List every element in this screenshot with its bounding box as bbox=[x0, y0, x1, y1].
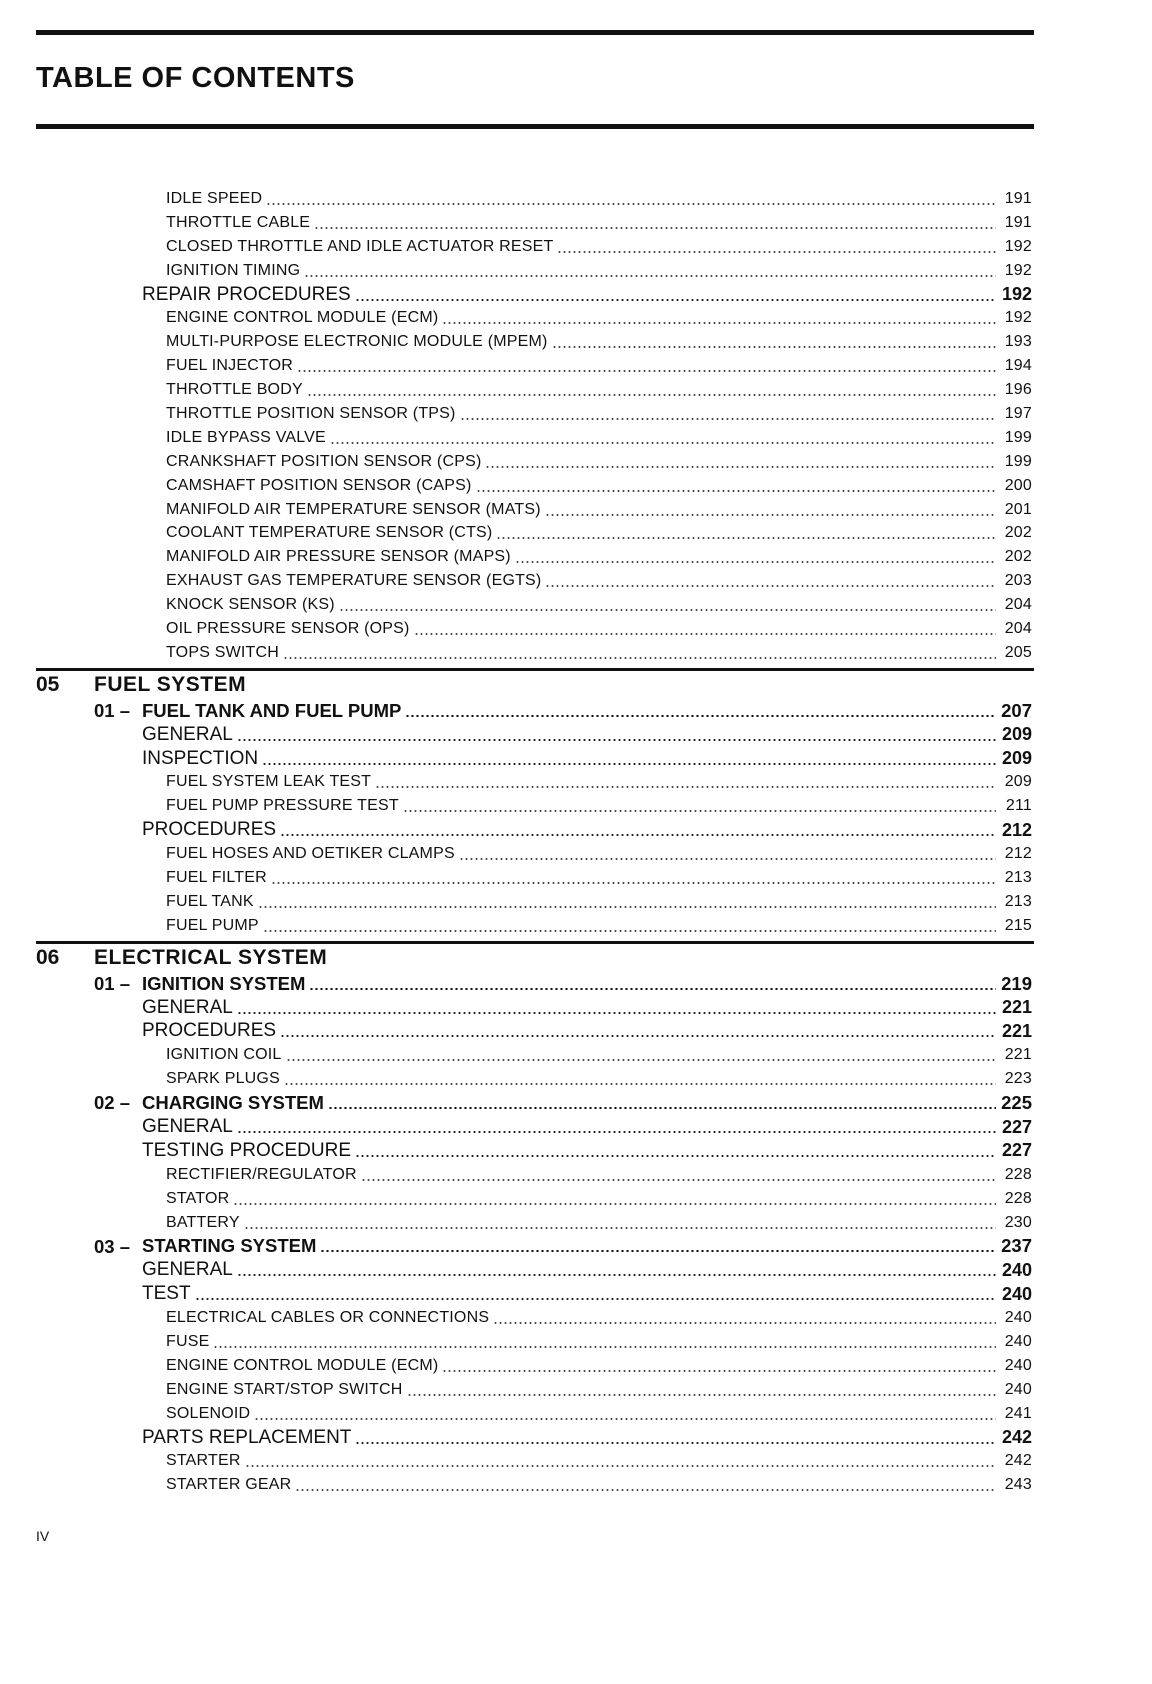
page-ref: 212 bbox=[1004, 845, 1032, 863]
toc-entry[interactable]: CLOSED THROTTLE AND IDLE ACTUATOR RESET 192 bbox=[166, 237, 1032, 255]
section-heading-electrical-system bbox=[0, 944, 1152, 972]
toc-entry[interactable]: COOLANT TEMPERATURE SENSOR (CTS) 202 bbox=[166, 524, 1032, 542]
page-ref: 219 bbox=[1001, 972, 1032, 994]
toc-entry[interactable]: PROCEDURES 212 bbox=[142, 819, 1032, 841]
page-ref: 240 bbox=[1004, 1309, 1032, 1327]
toc-entry[interactable]: RECTIFIER/REGULATOR 228 bbox=[166, 1165, 1032, 1183]
page-ref: 240 bbox=[1001, 1283, 1032, 1304]
subsection-number: 01 – bbox=[94, 699, 131, 721]
section-rule bbox=[36, 941, 1034, 944]
page-ref: 240 bbox=[1004, 1356, 1032, 1374]
page-ref: 192 bbox=[1004, 261, 1032, 279]
toc-entry[interactable]: CRANKSHAFT POSITION SENSOR (CPS) 199 bbox=[166, 452, 1032, 470]
toc-entry[interactable]: FUEL PUMP PRESSURE TEST 211 bbox=[166, 797, 1032, 815]
subsection-number: 01 – bbox=[94, 972, 131, 994]
page-ref: 215 bbox=[1004, 916, 1032, 934]
page-ref: 201 bbox=[1004, 500, 1032, 518]
page-ref: 204 bbox=[1004, 596, 1032, 614]
toc-entry[interactable]: TEST 240 bbox=[142, 1283, 1032, 1305]
page-ref: 242 bbox=[1001, 1427, 1032, 1448]
toc-entry[interactable]: SPARK PLUGS 223 bbox=[166, 1070, 1032, 1088]
subsection-number: 02 – bbox=[94, 1092, 131, 1114]
toc-entry[interactable]: ENGINE START/STOP SWITCH 240 bbox=[166, 1380, 1032, 1398]
toc-entry[interactable]: TOPS SWITCH 205 bbox=[166, 643, 1032, 661]
page-ref: 194 bbox=[1004, 357, 1032, 375]
toc-entry-subsection[interactable]: 01 – IGNITION SYSTEM 219 bbox=[94, 972, 1032, 994]
table-of-contents bbox=[0, 187, 1152, 1497]
toc-entry[interactable]: THROTTLE BODY 196 bbox=[166, 381, 1032, 399]
toc-entry[interactable]: GENERAL 221 bbox=[142, 996, 1032, 1018]
page-ref: 209 bbox=[1001, 748, 1032, 769]
section-number: 05 bbox=[36, 672, 60, 696]
subsection-number: 03 – bbox=[94, 1235, 131, 1257]
page-ref: 240 bbox=[1004, 1333, 1032, 1351]
toc-entry[interactable]: STARTER GEAR 243 bbox=[166, 1476, 1032, 1494]
toc-entry[interactable]: GENERAL 209 bbox=[142, 723, 1032, 745]
page-ref: 213 bbox=[1004, 868, 1032, 886]
page-ref: 227 bbox=[1001, 1116, 1032, 1137]
toc-entry[interactable]: PARTS REPLACEMENT 242 bbox=[142, 1426, 1032, 1448]
toc-entry[interactable]: MANIFOLD AIR TEMPERATURE SENSOR (MATS) 201 bbox=[166, 500, 1032, 518]
section-rule bbox=[36, 668, 1034, 671]
page-ref: 202 bbox=[1004, 548, 1032, 566]
page-ref: 212 bbox=[1001, 819, 1032, 840]
page-ref: 221 bbox=[1001, 1020, 1032, 1041]
toc-entry[interactable]: ELECTRICAL CABLES OR CONNECTIONS 240 bbox=[166, 1309, 1032, 1327]
toc-entry[interactable]: INSPECTION 209 bbox=[142, 747, 1032, 769]
toc-entry[interactable]: CAMSHAFT POSITION SENSOR (CAPS) 200 bbox=[166, 476, 1032, 494]
title-rule bbox=[36, 124, 1034, 129]
toc-entry[interactable]: IGNITION COIL 221 bbox=[166, 1046, 1032, 1064]
page-ref: 240 bbox=[1001, 1259, 1032, 1280]
toc-entry[interactable]: PROCEDURES 221 bbox=[142, 1020, 1032, 1042]
toc-entry[interactable]: FUEL PUMP 215 bbox=[166, 916, 1032, 934]
page-ref: 230 bbox=[1004, 1213, 1032, 1231]
page-ref: 228 bbox=[1004, 1165, 1032, 1183]
toc-entry[interactable]: THROTTLE CABLE 191 bbox=[166, 213, 1032, 231]
toc-entry[interactable]: IDLE SPEED 191 bbox=[166, 189, 1032, 207]
toc-entry[interactable]: IDLE BYPASS VALVE 199 bbox=[166, 428, 1032, 446]
toc-entry[interactable]: TESTING PROCEDURE 227 bbox=[142, 1139, 1032, 1161]
toc-entry[interactable]: EXHAUST GAS TEMPERATURE SENSOR (EGTS) 203 bbox=[166, 572, 1032, 590]
toc-entry[interactable]: STARTER 242 bbox=[166, 1452, 1032, 1470]
page-ref: 199 bbox=[1004, 452, 1032, 470]
page-ref: 192 bbox=[1001, 284, 1032, 304]
page-ref: 192 bbox=[1004, 237, 1032, 255]
page-ref: 237 bbox=[1001, 1235, 1032, 1257]
page-ref: 202 bbox=[1004, 524, 1032, 542]
toc-entry[interactable]: MANIFOLD AIR PRESSURE SENSOR (MAPS) 202 bbox=[166, 548, 1032, 566]
page-ref: 211 bbox=[1005, 797, 1032, 815]
page-ref: 221 bbox=[1004, 1046, 1032, 1064]
toc-entry[interactable]: KNOCK SENSOR (KS) 204 bbox=[166, 596, 1032, 614]
page-ref: 209 bbox=[1004, 773, 1032, 791]
toc-entry[interactable]: GENERAL 227 bbox=[142, 1116, 1032, 1137]
page-ref: 209 bbox=[1001, 724, 1032, 745]
toc-entry[interactable]: SOLENOID 241 bbox=[166, 1404, 1032, 1422]
toc-entry-subsection[interactable]: 01 – FUEL TANK AND FUEL PUMP 207 bbox=[94, 699, 1032, 721]
page-ref: 203 bbox=[1004, 572, 1032, 590]
page-ref: 192 bbox=[1004, 309, 1032, 327]
page-ref: 199 bbox=[1004, 428, 1032, 446]
page-number: IV bbox=[36, 1528, 50, 1544]
toc-entry[interactable]: FUEL HOSES AND OETIKER CLAMPS 212 bbox=[166, 845, 1032, 863]
page-ref: 204 bbox=[1004, 619, 1032, 637]
toc-entry-repair-procedures[interactable]: REPAIR PROCEDURES 192 bbox=[142, 283, 1032, 305]
page-ref: 205 bbox=[1004, 643, 1032, 661]
top-rule bbox=[36, 30, 1034, 35]
page-ref: 240 bbox=[1004, 1380, 1032, 1398]
page-ref: 193 bbox=[1004, 333, 1032, 351]
toc-entry[interactable]: FUSE 240 bbox=[166, 1333, 1032, 1351]
page-ref: 207 bbox=[1001, 699, 1032, 721]
page-ref: 242 bbox=[1004, 1452, 1032, 1470]
section-number: 06 bbox=[36, 945, 60, 969]
toc-entry[interactable]: OIL PRESSURE SENSOR (OPS) 204 bbox=[166, 619, 1032, 637]
page-ref: 241 bbox=[1004, 1404, 1032, 1422]
page-ref: 228 bbox=[1004, 1189, 1032, 1207]
toc-entry[interactable]: GENERAL 240 bbox=[142, 1259, 1032, 1281]
section-heading-fuel-system bbox=[0, 671, 1152, 699]
toc-entry[interactable]: THROTTLE POSITION SENSOR (TPS) 197 bbox=[166, 404, 1032, 422]
toc-entry[interactable]: FUEL INJECTOR 194 bbox=[166, 357, 1032, 375]
page-ref: 221 bbox=[1001, 997, 1032, 1018]
toc-entry[interactable]: IGNITION TIMING 192 bbox=[166, 261, 1032, 279]
page-ref: 196 bbox=[1004, 381, 1032, 399]
page-ref: 223 bbox=[1004, 1070, 1032, 1088]
toc-entry[interactable]: ENGINE CONTROL MODULE (ECM) 240 bbox=[166, 1356, 1032, 1374]
page-ref: 213 bbox=[1004, 892, 1032, 910]
toc-entry[interactable]: BATTERY 230 bbox=[166, 1213, 1032, 1231]
page-title: TABLE OF CONTENTS bbox=[36, 62, 355, 94]
toc-entry[interactable]: FUEL TANK 213 bbox=[166, 892, 1032, 910]
page-ref: 227 bbox=[1001, 1140, 1032, 1161]
toc-entry[interactable]: ENGINE CONTROL MODULE (ECM) 192 bbox=[166, 309, 1032, 327]
page-ref: 200 bbox=[1004, 476, 1032, 494]
page-ref: 197 bbox=[1004, 404, 1032, 422]
page-ref: 191 bbox=[1004, 189, 1032, 207]
page-ref: 225 bbox=[1001, 1092, 1032, 1114]
toc-entry-subsection[interactable]: 03 – STARTING SYSTEM 237 bbox=[94, 1235, 1032, 1257]
toc-entry-subsection[interactable]: 02 – CHARGING SYSTEM 225 bbox=[94, 1092, 1032, 1114]
section-title: ELECTRICAL SYSTEM bbox=[94, 945, 328, 969]
page-ref: 243 bbox=[1004, 1476, 1032, 1494]
page-ref: 191 bbox=[1004, 213, 1032, 231]
toc-entry[interactable]: STATOR 228 bbox=[166, 1189, 1032, 1207]
toc-entry[interactable]: FUEL FILTER 213 bbox=[166, 868, 1032, 886]
toc-entry[interactable]: FUEL SYSTEM LEAK TEST 209 bbox=[166, 773, 1032, 791]
section-title: FUEL SYSTEM bbox=[94, 672, 247, 696]
toc-entry[interactable]: MULTI-PURPOSE ELECTRONIC MODULE (MPEM) 193 bbox=[166, 333, 1032, 351]
